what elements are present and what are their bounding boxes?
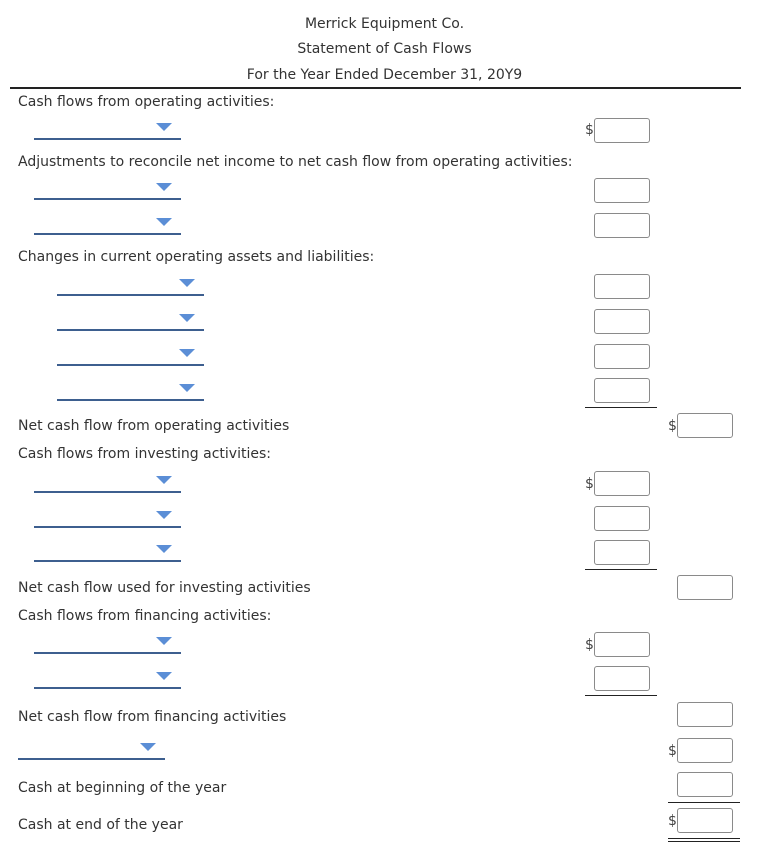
- statement-title: Statement of Cash Flows: [297, 41, 472, 57]
- investing-dropdown-2[interactable]: [34, 506, 181, 528]
- chevron-down-icon: [179, 279, 195, 287]
- financing-input-1[interactable]: [594, 632, 650, 657]
- operating-dropdown-1[interactable]: [34, 118, 181, 140]
- chevron-down-icon: [140, 743, 156, 751]
- double-rule-top: [668, 838, 740, 839]
- net-income-input[interactable]: [594, 118, 650, 143]
- net-financing-label: Net cash flow from financing activities: [18, 709, 287, 725]
- change-input-2[interactable]: [594, 309, 650, 334]
- investing-input-1[interactable]: [594, 471, 650, 496]
- adjustments-heading: Adjustments to reconcile net income to net cash flow from operating activities:: [18, 154, 573, 170]
- subtotal-rule: [585, 569, 657, 570]
- adjustment-dropdown-2[interactable]: [34, 213, 181, 235]
- chevron-down-icon: [179, 314, 195, 322]
- statement-period: For the Year Ended December 31, 20Y9: [246, 67, 523, 83]
- cash-beginning-label: Cash at beginning of the year: [18, 780, 227, 796]
- company-name: Merrick Equipment Co.: [304, 16, 465, 32]
- adjustment-input-1[interactable]: [594, 178, 650, 203]
- dollar-sign: $: [585, 637, 594, 653]
- header-rule: [10, 87, 741, 89]
- investing-dropdown-1[interactable]: [34, 471, 181, 493]
- chevron-down-icon: [156, 218, 172, 226]
- subtotal-rule: [585, 695, 657, 696]
- chevron-down-icon: [179, 384, 195, 392]
- double-rule-bottom: [668, 841, 740, 842]
- net-investing-input[interactable]: [677, 575, 733, 600]
- investing-input-3[interactable]: [594, 540, 650, 565]
- dollar-sign: $: [585, 476, 594, 492]
- net-change-input[interactable]: [677, 738, 733, 763]
- dollar-sign: $: [668, 813, 677, 829]
- dollar-sign: $: [585, 122, 594, 138]
- cash-beginning-input[interactable]: [677, 772, 733, 797]
- total-rule: [668, 802, 740, 803]
- operating-heading: Cash flows from operating activities:: [18, 94, 275, 110]
- financing-heading: Cash flows from financing activities:: [18, 608, 272, 624]
- financing-dropdown-2[interactable]: [34, 667, 181, 689]
- net-operating-label: Net cash flow from operating activities: [18, 418, 290, 434]
- change-input-4[interactable]: [594, 378, 650, 403]
- financing-dropdown-1[interactable]: [34, 632, 181, 654]
- net-operating-input[interactable]: [677, 413, 733, 438]
- cash-end-input[interactable]: [677, 808, 733, 833]
- dollar-sign: $: [668, 743, 677, 759]
- chevron-down-icon: [156, 672, 172, 680]
- net-change-dropdown[interactable]: [18, 738, 165, 760]
- cash-end-label: Cash at end of the year: [18, 817, 183, 833]
- financing-input-2[interactable]: [594, 666, 650, 691]
- change-dropdown-4[interactable]: [57, 379, 204, 401]
- chevron-down-icon: [156, 545, 172, 553]
- investing-input-2[interactable]: [594, 506, 650, 531]
- adjustment-input-2[interactable]: [594, 213, 650, 238]
- chevron-down-icon: [156, 183, 172, 191]
- chevron-down-icon: [156, 637, 172, 645]
- dollar-sign: $: [668, 418, 677, 434]
- investing-heading: Cash flows from investing activities:: [18, 446, 271, 462]
- change-input-3[interactable]: [594, 344, 650, 369]
- net-financing-input[interactable]: [677, 702, 733, 727]
- net-investing-label: Net cash flow used for investing activities: [18, 580, 311, 596]
- chevron-down-icon: [156, 511, 172, 519]
- subtotal-rule: [585, 407, 657, 408]
- changes-heading: Changes in current operating assets and liabilities:: [18, 249, 375, 265]
- change-dropdown-2[interactable]: [57, 309, 204, 331]
- chevron-down-icon: [156, 476, 172, 484]
- change-dropdown-3[interactable]: [57, 344, 204, 366]
- chevron-down-icon: [179, 349, 195, 357]
- change-dropdown-1[interactable]: [57, 274, 204, 296]
- chevron-down-icon: [156, 123, 172, 131]
- investing-dropdown-3[interactable]: [34, 540, 181, 562]
- adjustment-dropdown-1[interactable]: [34, 178, 181, 200]
- change-input-1[interactable]: [594, 274, 650, 299]
